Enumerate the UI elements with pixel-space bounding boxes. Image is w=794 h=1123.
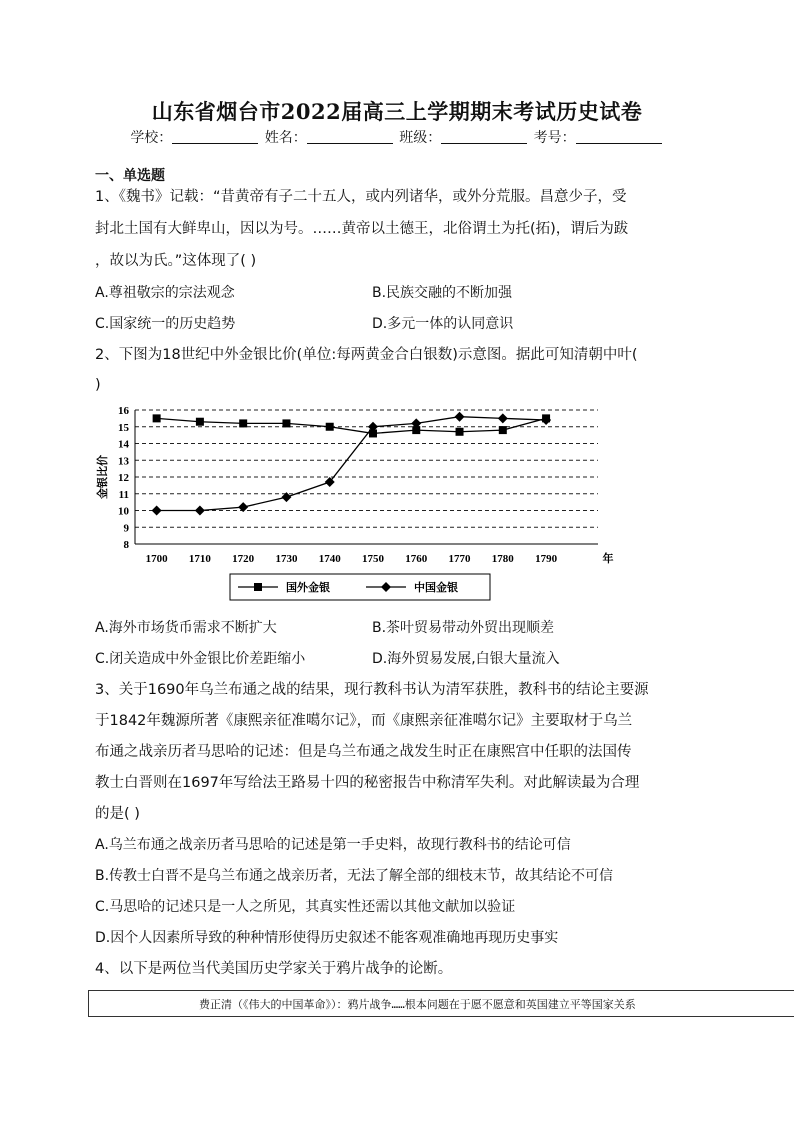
exam-title: 山东省烟台市2022届高三上学期期末考试历史试卷 — [151, 99, 643, 124]
x-tick-label: 1750 — [361, 553, 384, 565]
q3-line-3: 布通之战亲历者马思哈的记述：但是乌兰布通之战发生时正在康熙宫中任职的法国传 — [95, 744, 632, 760]
q4-quote-table — [88, 990, 794, 1017]
y-tick-label: 16 — [118, 405, 129, 417]
q1-line-3: ，故以为氏。”这体现了( ) — [95, 253, 257, 269]
data-point — [455, 412, 465, 422]
y-tick-label: 10 — [118, 505, 129, 518]
x-tick-label: 1760 — [405, 553, 428, 565]
q2-line-2: ) — [95, 377, 101, 393]
legend-marker — [254, 583, 262, 591]
legend-label: 中国金银 — [414, 581, 458, 594]
q4-line-1: 4、以下是两位当代美国历史学家关于鸦片战争的论断。 — [95, 961, 453, 977]
x-tick-label: 1770 — [448, 553, 471, 565]
q1-option-d[interactable]: D.多元一体的认同意识 — [372, 316, 514, 332]
q2-option-a[interactable]: A.海外市场货币需求不断扩大 — [95, 620, 277, 636]
data-point — [153, 414, 161, 422]
q3-option-b[interactable]: B.传教士白晋不是乌兰布通之战亲历者，无法了解全部的细枝末节，故其结论不可信 — [95, 868, 614, 884]
y-tick-label: 15 — [118, 421, 129, 434]
data-point — [326, 423, 334, 431]
chart-svg — [90, 402, 620, 607]
q4-table-text: 费正清（《伟大的中国革命》）：鸦片战争……根本问题在于愿不愿意和英国建立平等国家关系 — [199, 998, 636, 1011]
q3-line-4: 教士白晋则在1697年写给法王路易十四的秘密报告中称清军失利。对此解读最为合理 — [95, 775, 640, 791]
x-tick-label: 1780 — [491, 553, 514, 565]
q1-line-2: 封北土国有大鲜卑山，因以为号。……黄帝以土德王，北俗谓土为托(拓)，谓后为跋 — [95, 221, 629, 237]
x-tick-label: 1710 — [188, 553, 211, 565]
q2-option-b[interactable]: B.茶叶贸易带动外贸出现顺差 — [372, 620, 555, 636]
data-point — [152, 506, 162, 516]
y-tick-label: 8 — [123, 539, 129, 551]
student-info-row — [0, 127, 794, 147]
school-blank[interactable] — [172, 129, 258, 144]
x-tick-label: 1720 — [232, 553, 255, 565]
school-label: 学校： — [130, 130, 173, 146]
x-tick-label: 1730 — [275, 553, 298, 565]
y-axis-label: 金银比价 — [96, 455, 109, 499]
q2-line-1: 2、下图为18世纪中外金银比价(单位:每两黄金合白银数)示意图。据此可知清朝中叶( — [95, 347, 638, 363]
q3-line-5: 的是( ) — [95, 806, 140, 822]
class-blank[interactable] — [441, 129, 527, 144]
q1-option-b[interactable]: B.民族交融的不断加强 — [372, 285, 513, 301]
x-axis-label: 年 — [602, 552, 614, 565]
q2-option-c[interactable]: C.闭关造成中外金银比价差距缩小 — [95, 651, 306, 667]
class-label: 班级： — [399, 130, 442, 146]
section-heading: 一、单选题 — [95, 168, 165, 184]
q3-option-a[interactable]: A.乌兰布通之战亲历者马思哈的记述是第一手史料，故现行教科书的结论可信 — [95, 837, 571, 853]
name-blank[interactable] — [307, 129, 393, 144]
x-tick-label: 1790 — [535, 553, 558, 565]
data-point — [282, 419, 290, 427]
name-label: 姓名： — [264, 130, 307, 146]
data-point — [456, 428, 464, 436]
number-label: 考号： — [533, 130, 576, 146]
x-tick-label: 1740 — [318, 553, 341, 565]
q3-option-c[interactable]: C.马思哈的记述只是一人之所见，其真实性还需以其他文献加以验证 — [95, 899, 516, 915]
data-point — [238, 502, 248, 512]
q3-line-2: 于1842年魏源所著《康熙亲征准噶尔记》，而《康熙亲征准噶尔记》主要取材于乌兰 — [95, 713, 633, 729]
q2-option-d[interactable]: D.海外贸易发展,白银大量流入 — [372, 651, 560, 667]
q1-option-a[interactable]: A.尊祖敬宗的宗法观念 — [95, 285, 235, 301]
data-point — [499, 426, 507, 434]
number-blank[interactable] — [576, 129, 662, 144]
x-tick-label: 1700 — [145, 553, 168, 565]
y-tick-label: 12 — [118, 472, 129, 484]
gold-silver-chart — [90, 402, 620, 611]
q1-option-c[interactable]: C.国家统一的历史趋势 — [95, 316, 236, 332]
y-tick-label: 13 — [118, 455, 129, 468]
q3-line-1: 3、关于1690年乌兰布通之战的结果，现行教科书认为清军获胜，教科书的结论主要源 — [95, 682, 649, 698]
series-line-1 — [157, 418, 546, 433]
legend-label: 国外金银 — [286, 581, 330, 594]
q3-option-d[interactable]: D.因个人因素所导致的种种情形使得历史叙述不能客观准确地再现历史事实 — [95, 930, 559, 946]
data-point — [239, 419, 247, 427]
y-tick-label: 11 — [118, 488, 129, 501]
data-point — [498, 413, 508, 423]
data-point — [195, 506, 205, 516]
q1-line-1: 1、《魏书》记载：“昔黄帝有子二十五人，或内列诸华，或外分荒服。昌意少子，受 — [95, 189, 627, 205]
y-tick-label: 9 — [123, 522, 129, 535]
y-tick-label: 14 — [118, 438, 129, 451]
data-point — [196, 418, 204, 426]
